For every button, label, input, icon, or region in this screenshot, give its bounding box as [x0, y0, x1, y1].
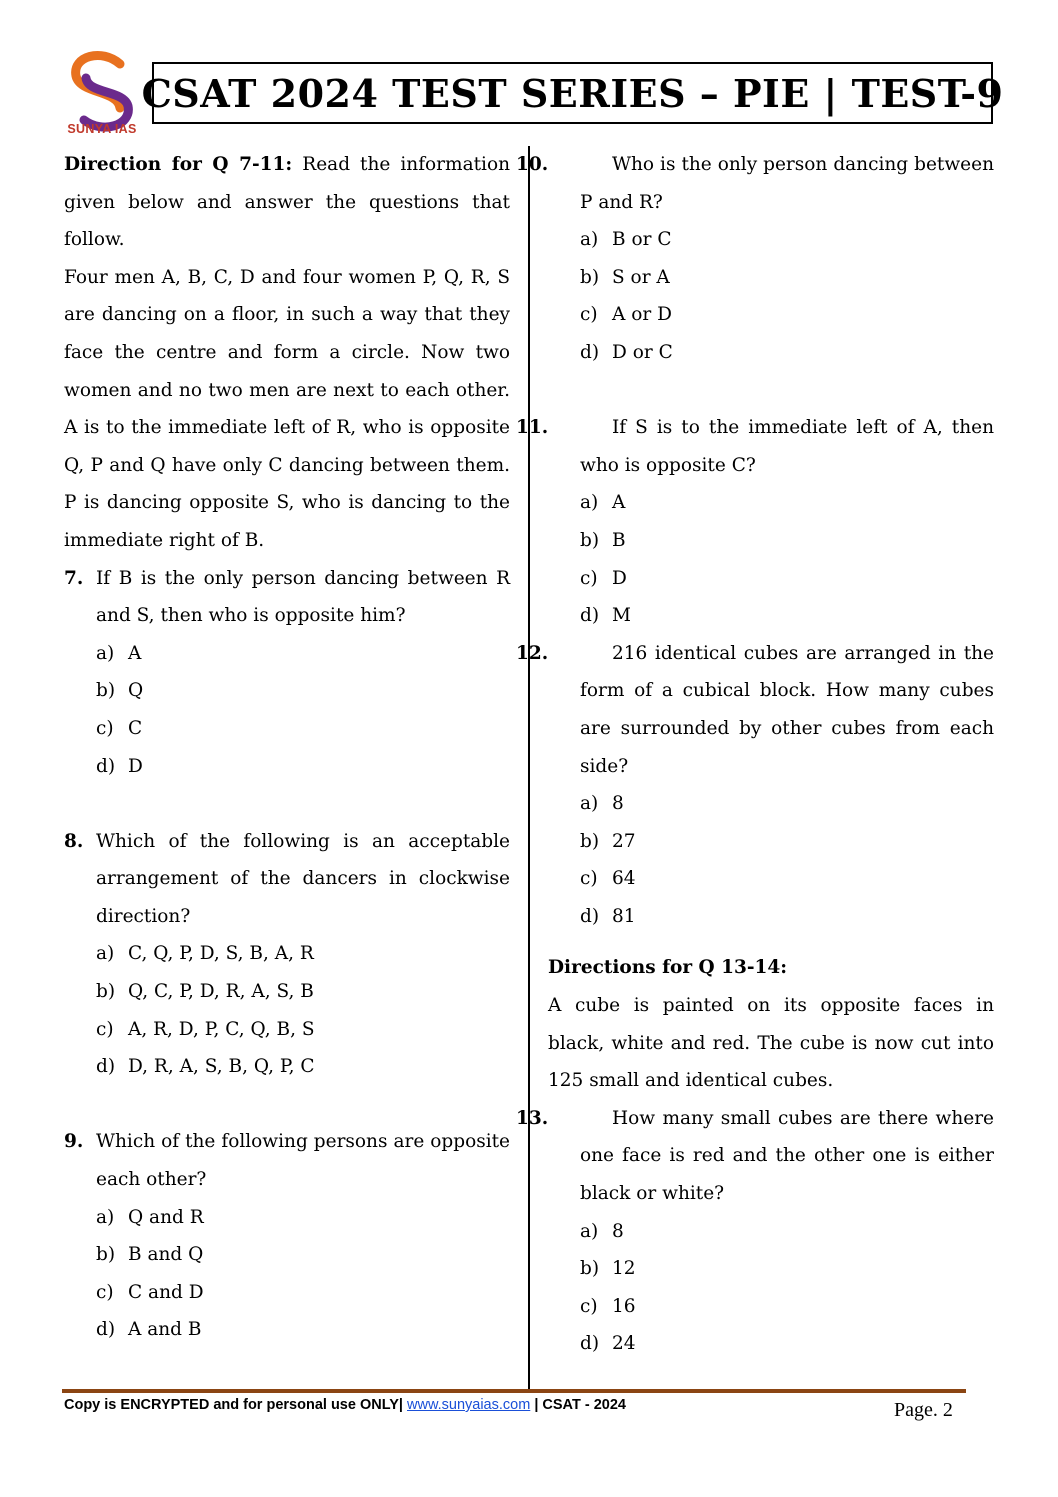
option-c[interactable] — [96, 1011, 510, 1049]
option-text: A, R, D, P, C, Q, B, S — [128, 1018, 315, 1040]
option-text: C — [128, 717, 143, 739]
question — [516, 146, 994, 409]
option-label: a) — [580, 229, 599, 251]
option-label: d) — [580, 1333, 600, 1355]
option-a[interactable] — [96, 1199, 510, 1237]
option-a[interactable] — [580, 484, 994, 522]
option-label: a) — [580, 1220, 599, 1242]
left-column — [64, 146, 510, 1349]
option-label: d) — [96, 1056, 116, 1078]
option-a[interactable] — [580, 785, 994, 823]
option-d[interactable] — [580, 597, 994, 635]
option-text: Q and R — [128, 1206, 204, 1228]
option-text: 16 — [612, 1295, 636, 1317]
option-label: b) — [580, 1258, 600, 1280]
direction-text: Read the information given below and answer the questions that follow. — [64, 154, 511, 251]
spacer — [548, 372, 994, 410]
question-stem — [64, 560, 510, 635]
column-divider — [528, 146, 530, 1391]
right-column — [516, 146, 994, 1363]
option-a[interactable] — [96, 935, 510, 973]
spacer — [64, 785, 510, 823]
question-stem — [516, 1100, 994, 1213]
right-questions-a — [516, 146, 994, 935]
option-text: B or C — [612, 229, 672, 251]
question-number: 9. — [64, 1131, 84, 1153]
option-text: Q, C, P, D, R, A, S, B — [128, 981, 314, 1003]
option-text: B — [612, 529, 626, 551]
question-number: 12. — [516, 642, 549, 664]
question-number: 10. — [516, 154, 549, 175]
option-label: a) — [96, 943, 115, 965]
option-b[interactable] — [580, 522, 994, 560]
options-list — [548, 785, 994, 935]
options-list — [64, 935, 510, 1085]
option-text: M — [612, 605, 631, 627]
options-list — [548, 484, 994, 634]
page-number: Page. 2 — [894, 1399, 953, 1421]
question-number: 11. — [516, 417, 549, 439]
option-text: 8 — [612, 793, 624, 815]
right-questions-b — [516, 1100, 994, 1363]
option-label: a) — [580, 492, 599, 514]
option-label: c) — [96, 1281, 114, 1303]
option-label: c) — [580, 567, 598, 589]
question-stem — [516, 409, 994, 484]
option-c[interactable] — [580, 560, 994, 598]
option-label: c) — [96, 1018, 114, 1040]
question — [64, 560, 510, 823]
question-text: Which of the following persons are opposite each other? — [96, 1131, 510, 1191]
option-d[interactable] — [96, 1048, 510, 1086]
option-a[interactable] — [96, 635, 510, 673]
option-label: c) — [580, 304, 598, 326]
option-text: 81 — [612, 905, 636, 927]
options-list — [548, 1213, 994, 1363]
option-d[interactable] — [96, 1311, 510, 1349]
question-number: 8. — [64, 830, 84, 852]
option-text: D, R, A, S, B, Q, P, C — [128, 1056, 315, 1078]
option-label: b) — [96, 680, 116, 702]
title-box — [141, 62, 1004, 124]
footer-link[interactable]: www.sunyaias.com — [407, 1397, 531, 1413]
footer-notice-line — [64, 1397, 626, 1413]
option-d[interactable] — [580, 1325, 994, 1363]
option-a[interactable] — [580, 221, 994, 259]
question-stem — [516, 146, 994, 221]
option-text: C and D — [128, 1281, 204, 1303]
option-c[interactable] — [96, 710, 510, 748]
option-text: 8 — [612, 1220, 624, 1242]
option-text: S or A — [612, 266, 670, 288]
option-text: A and B — [128, 1319, 202, 1341]
directions-heading: Directions for Q 13-14: — [548, 957, 788, 979]
direction-block — [64, 146, 510, 259]
option-c[interactable] — [580, 1288, 994, 1326]
option-c[interactable] — [580, 860, 994, 898]
option-label: b) — [96, 1244, 116, 1266]
brand-name: SUNYA IAS — [67, 122, 137, 136]
option-text: 24 — [612, 1333, 636, 1355]
options-list — [548, 221, 994, 371]
options-list — [64, 635, 510, 785]
option-label: d) — [580, 605, 600, 627]
footer-suffix: | CSAT - 2024 — [534, 1397, 626, 1413]
option-text: D — [612, 567, 627, 589]
option-d[interactable] — [580, 898, 994, 936]
option-text: A — [612, 492, 626, 514]
option-label: c) — [580, 868, 598, 890]
passage: Four men A, B, C, D and four women P, Q, R, S are dancing on a floor, in such a way that they face the centre and form a circle. Now two women and no two men are next to each other. A is to the immediate left of R, who is opposite Q, P and Q have only C dancing between them. P is dancing opposite S, who is dancing to the immediate right of B. — [64, 266, 510, 551]
option-text: 27 — [612, 830, 636, 852]
option-a[interactable] — [580, 1213, 994, 1251]
question — [516, 635, 994, 936]
option-text: A — [128, 642, 142, 664]
page-title: CSAT 2024 TEST SERIES – PIE | TEST-9 — [141, 70, 1004, 116]
question-text: Who is the only person dancing between P and R? — [580, 154, 994, 213]
option-label: c) — [96, 717, 114, 739]
option-c[interactable] — [580, 296, 994, 334]
option-b[interactable] — [580, 1250, 994, 1288]
option-text: 12 — [612, 1258, 636, 1280]
option-b[interactable] — [96, 1236, 510, 1274]
question-number: 7. — [64, 567, 84, 589]
option-b[interactable] — [580, 259, 994, 297]
directions-text: A cube is painted on its opposite faces in black, white and red. The cube is now cut into 125 small and identical cubes. — [548, 995, 994, 1092]
option-b[interactable] — [96, 672, 510, 710]
spacer — [64, 1086, 510, 1124]
question-text: If B is the only person dancing between R and S, then who is opposite him? — [96, 567, 510, 627]
option-b[interactable] — [580, 823, 994, 861]
options-list — [64, 1199, 510, 1349]
question — [516, 1100, 994, 1363]
footer-rule — [62, 1389, 966, 1393]
option-text: D or C — [612, 341, 673, 363]
question-stem — [516, 635, 994, 785]
option-text: D — [128, 755, 143, 777]
question-text: How many small cubes are there where one face is red and the other one is either black or white? — [580, 1107, 994, 1205]
question — [64, 1123, 510, 1349]
option-label: d) — [96, 1319, 116, 1341]
option-text: 64 — [612, 868, 636, 890]
option-label: b) — [96, 981, 116, 1003]
question-text: 216 identical cubes are arranged in the form of a cubical block. How many cubes are surrounded by other cubes from each side? — [580, 642, 994, 777]
option-label: d) — [580, 905, 600, 927]
question — [516, 409, 994, 635]
option-label: a) — [580, 793, 599, 815]
question — [64, 823, 510, 1124]
option-text: B and Q — [128, 1244, 204, 1266]
option-label: d) — [96, 755, 116, 777]
option-label: d) — [580, 341, 600, 363]
option-label: b) — [580, 266, 600, 288]
footer-notice: Copy is ENCRYPTED and for personal use ONLY| — [64, 1397, 403, 1413]
direction-label: Direction for Q 7-11: — [64, 154, 293, 175]
question-text: If S is to the immediate left of A, then who is opposite C? — [580, 417, 994, 476]
question-number: 13. — [516, 1107, 549, 1129]
option-text: A or D — [612, 304, 672, 326]
option-b[interactable] — [96, 973, 510, 1011]
option-c[interactable] — [96, 1274, 510, 1312]
option-d[interactable] — [96, 748, 510, 786]
option-label: c) — [580, 1295, 598, 1317]
option-label: a) — [96, 1206, 115, 1228]
question-stem — [64, 1123, 510, 1198]
option-text: Q — [128, 680, 144, 702]
question-stem — [64, 823, 510, 936]
option-label: b) — [580, 830, 600, 852]
option-label: a) — [96, 642, 115, 664]
option-d[interactable] — [580, 334, 994, 372]
question-text: Which of the following is an acceptable arrangement of the dancers in clockwise direction? — [96, 830, 510, 927]
option-label: b) — [580, 529, 600, 551]
left-questions — [64, 560, 510, 1349]
option-text: C, Q, P, D, S, B, A, R — [128, 943, 314, 965]
